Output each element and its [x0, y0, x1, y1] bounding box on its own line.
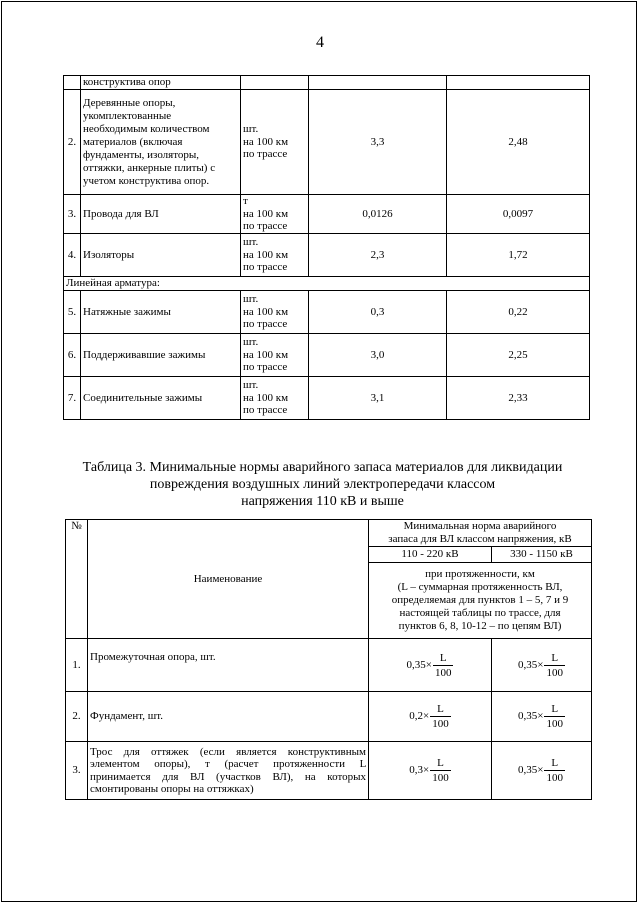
fraction-denominator: 100 [546, 772, 563, 784]
fraction [430, 702, 451, 731]
unit-line: т [243, 195, 248, 208]
coefficient: 0,35× [518, 658, 544, 671]
note-line: настоящей таблицы по трассе, для [399, 607, 561, 619]
value-cell: 3,0 [309, 334, 447, 377]
fraction-numerator: L [437, 757, 444, 769]
item-name: конструктива опор [81, 76, 241, 90]
value-cell: 3,1 [309, 377, 447, 420]
table-row [64, 234, 590, 277]
item-name [81, 90, 241, 195]
unit-cell [241, 90, 309, 195]
unit-line: по трассе [243, 318, 288, 331]
fraction-numerator: L [551, 651, 559, 664]
item-name: Промежуточная опора, шт. [88, 639, 369, 692]
item-name: Натяжные зажимы [81, 291, 241, 334]
header-norm [369, 520, 592, 547]
name-line: учетом конструктива опор. [83, 174, 210, 187]
coefficient: 0,35× [518, 710, 544, 722]
unit-cell [241, 195, 309, 234]
formula-cell [369, 639, 492, 692]
name-line: принимается для ВЛ (участков ВЛ), на которых [90, 770, 366, 783]
name-line: оттяжки, анкерные плиты) с [83, 161, 216, 174]
fraction-denominator: 100 [546, 718, 563, 730]
note-line: (L – суммарная протяженность ВЛ, [397, 581, 563, 593]
unit-cell [241, 291, 309, 334]
table-row [64, 76, 590, 90]
fraction-numerator: L [439, 651, 447, 664]
value-cell: 2,3 [309, 234, 447, 277]
item-name: Изоляторы [81, 234, 241, 277]
fraction [544, 702, 565, 731]
formula-cell [492, 639, 592, 692]
coefficient: 0,35× [518, 764, 544, 776]
fraction [433, 651, 454, 680]
formula [518, 756, 565, 785]
unit-cell [241, 334, 309, 377]
table-row [64, 291, 590, 334]
unit-line: шт. [243, 336, 259, 349]
header-row [66, 520, 592, 547]
unit-line: по трассе [243, 148, 288, 161]
value-cell: 1,72 [447, 234, 590, 277]
fraction [430, 756, 451, 785]
header-number: № [66, 520, 88, 639]
fraction [544, 651, 565, 680]
header-norm-line: Минимальная норма аварийного [403, 520, 557, 532]
name-line: материалов (включая [83, 135, 183, 148]
unit-cell [241, 234, 309, 277]
row-number: 2. [66, 692, 88, 742]
formula [407, 651, 454, 680]
row-number [64, 76, 81, 90]
fraction-denominator: 100 [546, 666, 563, 679]
fraction-denominator: 100 [432, 772, 449, 784]
name-line: элементом опоры), т (расчет протяженности L [90, 758, 366, 771]
fraction-numerator: L [437, 703, 444, 715]
item-name: Соединительные зажимы [81, 377, 241, 420]
table-row [64, 90, 590, 195]
value-cell [447, 76, 590, 90]
value-cell: 0,3 [309, 291, 447, 334]
table-row [66, 692, 592, 742]
row-number: 3. [66, 742, 88, 800]
name-line: смонтированы опоры на оттяжках) [90, 782, 254, 795]
caption-line: Таблица 3. Минимальные нормы аварийного запаса материалов для ликвидации [82, 460, 563, 475]
coefficient: 0,35× [406, 658, 432, 671]
value-cell: 2,33 [447, 377, 590, 420]
item-name: Фундамент, шт. [88, 692, 369, 742]
fraction-numerator: L [551, 703, 559, 715]
table-row [64, 377, 590, 420]
unit-line: на 100 км [243, 135, 289, 148]
formula-cell [492, 692, 592, 742]
formula-cell [369, 742, 492, 800]
header-length-note [369, 563, 592, 639]
table-caption [60, 459, 585, 510]
name-line: укомплектованные [83, 109, 172, 122]
note-line: при протяженности, км [425, 568, 535, 580]
unit-line: шт. [243, 293, 259, 306]
formula-cell [492, 742, 592, 800]
name-line: необходимым количеством [83, 122, 210, 135]
fraction [544, 756, 565, 785]
value-cell: 3,3 [309, 90, 447, 195]
item-name [88, 742, 369, 800]
item-name: Поддерживавшие зажимы [81, 334, 241, 377]
unit-cell [241, 377, 309, 420]
header-voltage-class-2: 330 - 1150 кВ [492, 547, 592, 563]
table-row [66, 742, 592, 800]
note-line: определяемая для пунктов 1 – 5, 7 и 9 [391, 594, 569, 606]
unit-line: по трассе [243, 261, 288, 274]
unit-line: на 100 км [243, 348, 289, 361]
row-number: 2. [64, 90, 81, 195]
row-number: 3. [64, 195, 81, 234]
value-cell: 0,22 [447, 291, 590, 334]
unit-line: шт. [243, 379, 259, 392]
emergency-reserve-table [65, 519, 592, 800]
formula [409, 702, 450, 731]
fraction-numerator: L [551, 757, 559, 769]
header-name: Наименование [88, 520, 369, 639]
table-row [66, 639, 592, 692]
caption-line: напряжения 110 кВ и выше [241, 494, 404, 509]
row-number: 4. [64, 234, 81, 277]
value-cell: 2,48 [447, 90, 590, 195]
name-line: Деревянные опоры, [83, 96, 176, 109]
note-line: пунктов 6, 8, 10-12 – по цепям ВЛ) [398, 620, 562, 632]
row-number: 7. [64, 377, 81, 420]
unit-line: на 100 км [243, 391, 289, 404]
value-cell: 0,0097 [447, 195, 590, 234]
fraction-denominator: 100 [434, 666, 452, 679]
unit-line: на 100 км [243, 207, 289, 220]
row-number: 5. [64, 291, 81, 334]
name-line: фундаменты, изоляторы, [83, 148, 200, 161]
value-cell [309, 76, 447, 90]
formula [518, 651, 565, 680]
unit-line: по трассе [243, 361, 288, 374]
fraction-denominator: 100 [432, 718, 449, 730]
table-row [64, 334, 590, 377]
materials-table-continued [63, 75, 590, 420]
name-line: Трос для оттяжек (если является конструктивным [90, 745, 366, 758]
value-cell: 2,25 [447, 334, 590, 377]
unit-cell [241, 76, 309, 90]
item-name-text [90, 746, 366, 795]
unit-line: шт. [243, 236, 259, 249]
table-row [64, 277, 590, 291]
value-cell: 0,0126 [309, 195, 447, 234]
item-name: Провода для ВЛ [81, 195, 241, 234]
row-number: 1. [66, 639, 88, 692]
formula-cell [369, 692, 492, 742]
unit-line: шт. [243, 123, 259, 136]
unit-line: на 100 км [243, 305, 289, 318]
unit-line: на 100 км [243, 248, 289, 261]
coefficient: 0,3× [409, 764, 430, 776]
page-number: 4 [316, 34, 324, 51]
unit-line: по трассе [243, 220, 288, 233]
table-row [64, 195, 590, 234]
header-norm-line: запаса для ВЛ классом напряжения, кВ [388, 533, 572, 545]
unit-line: по трассе [243, 404, 288, 417]
formula [518, 702, 565, 731]
formula [409, 756, 450, 785]
caption-line: повреждения воздушных линий электропередачи классом [149, 477, 496, 492]
row-number: 6. [64, 334, 81, 377]
header-voltage-class-1: 110 - 220 кВ [369, 547, 492, 563]
coefficient: 0,2× [409, 710, 430, 722]
section-heading: Линейная арматура: [64, 277, 590, 291]
